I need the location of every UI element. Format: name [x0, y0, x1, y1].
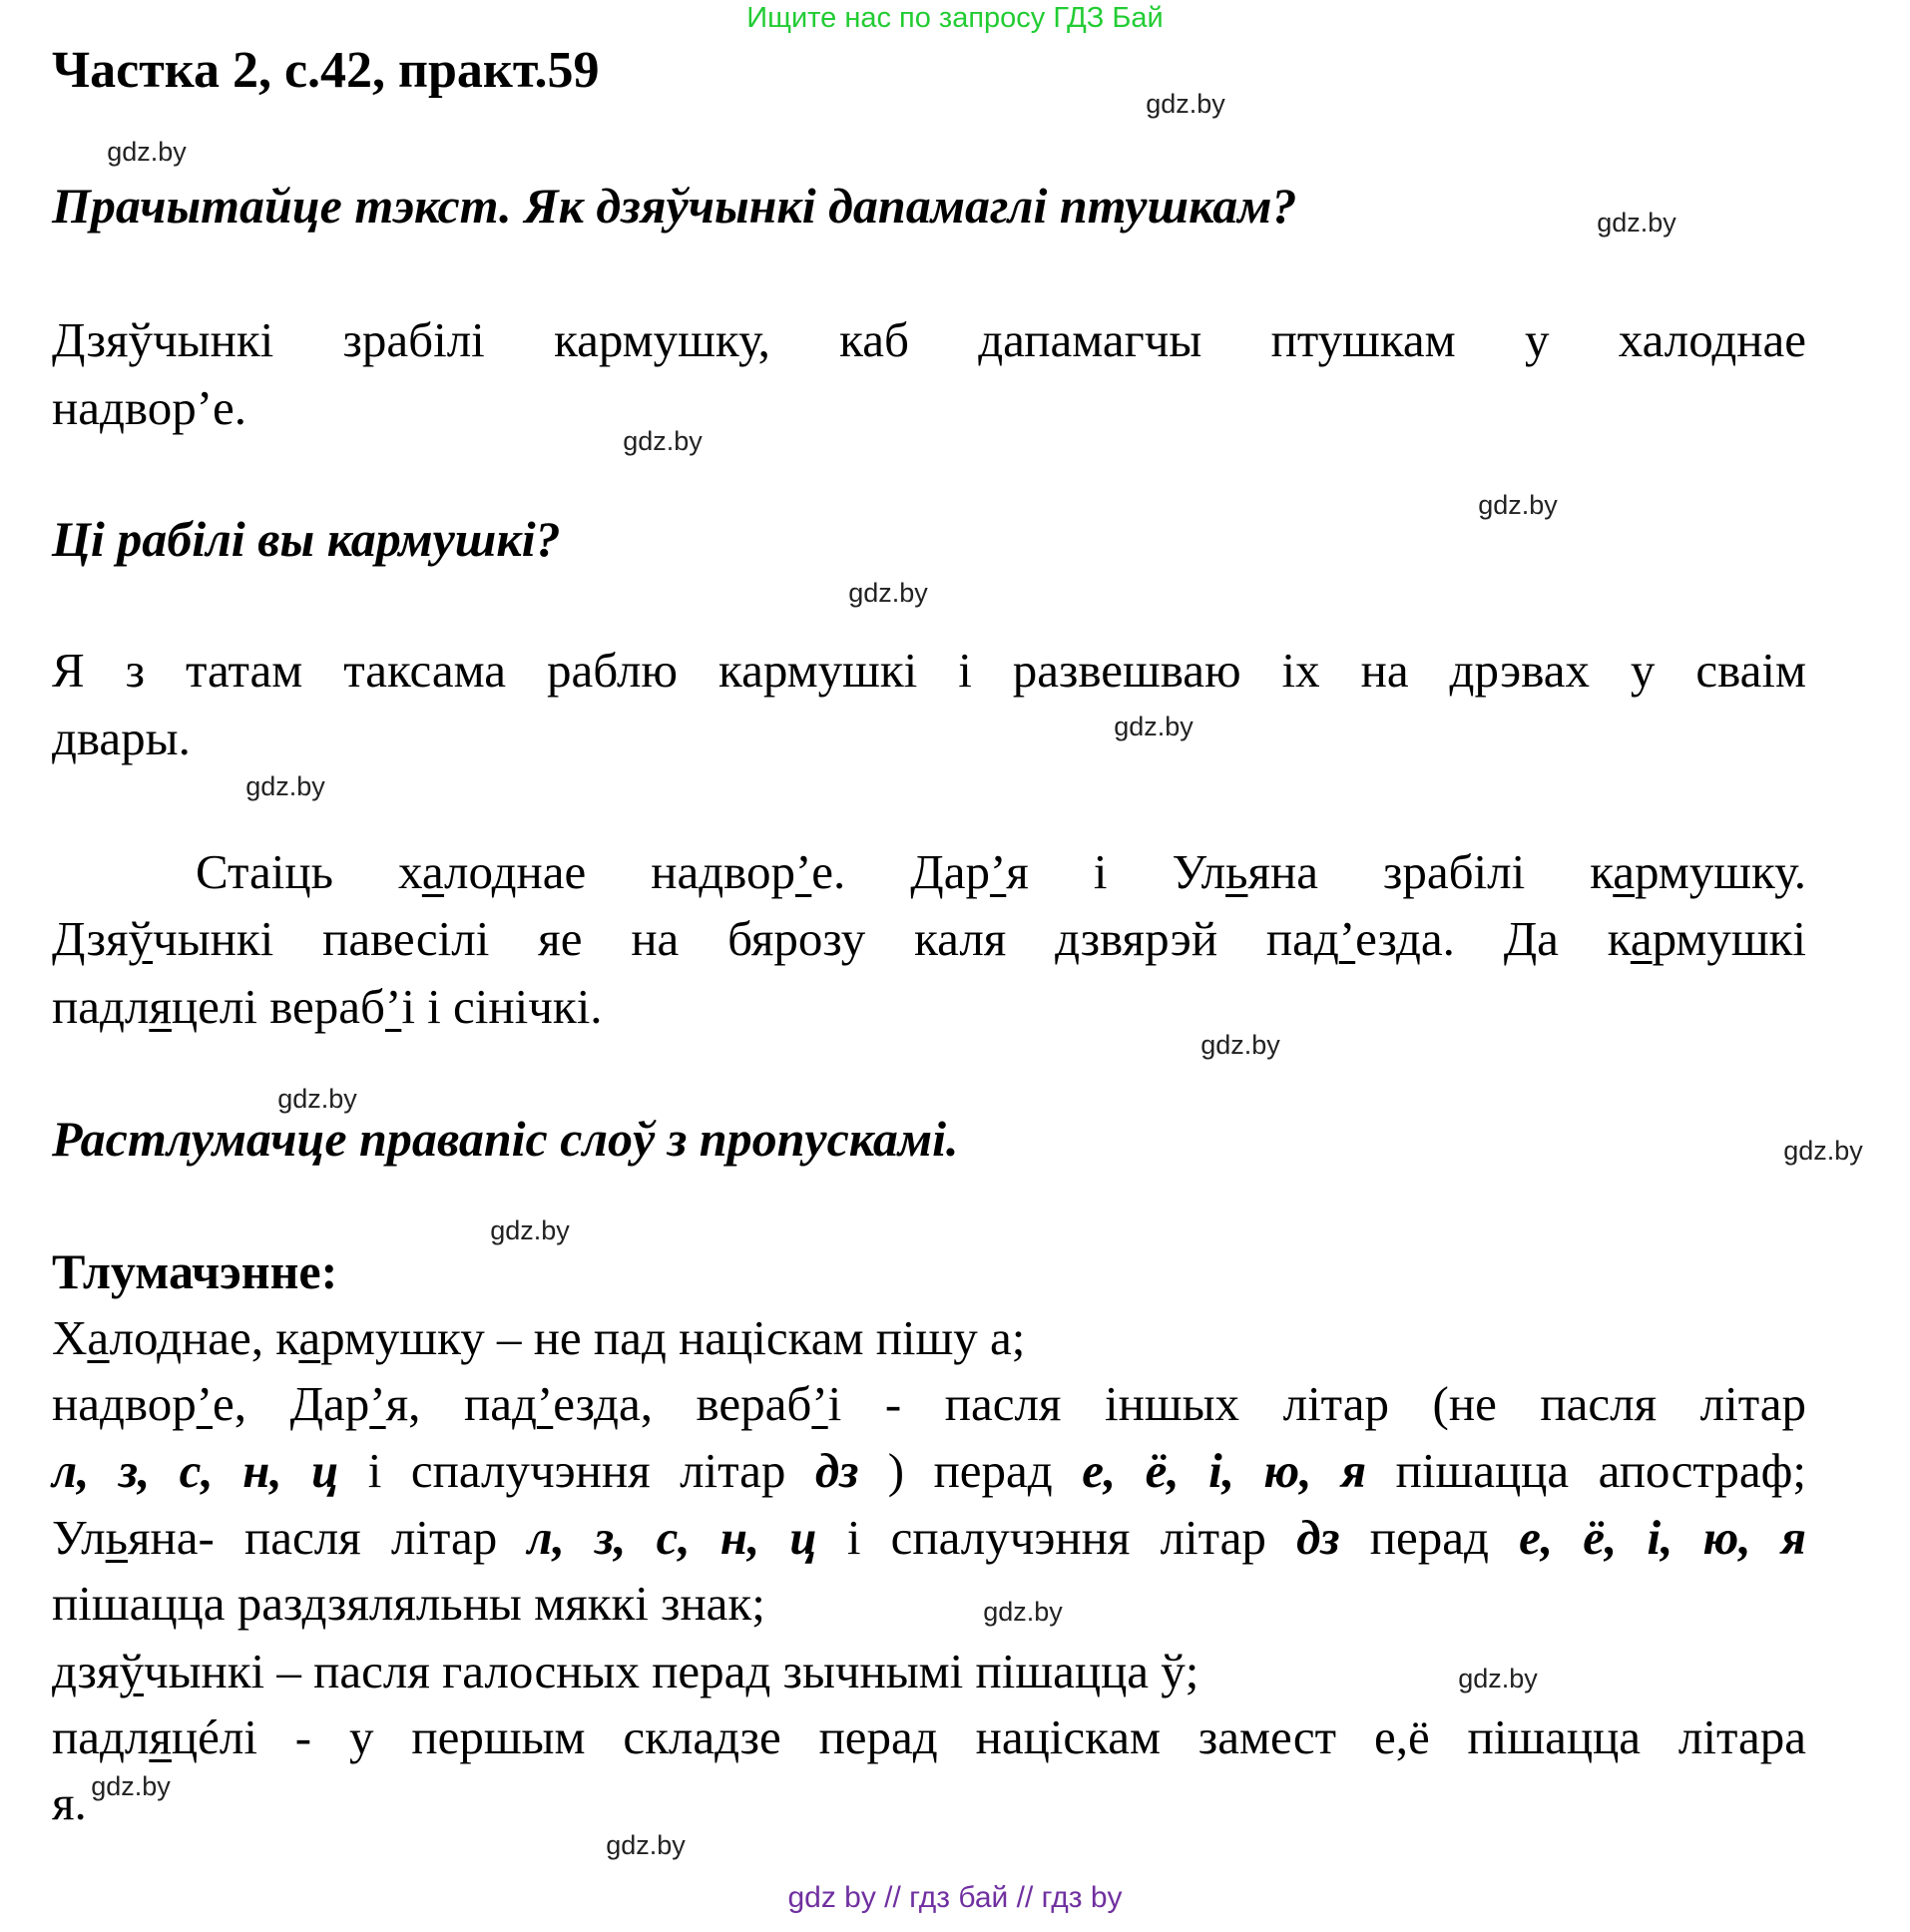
underlined-letter: я	[149, 979, 172, 1034]
explanation-line	[52, 1308, 1806, 1368]
text-segment: і і сінічкі.	[401, 979, 603, 1034]
text-segment: я.	[52, 1775, 87, 1830]
watermark: gdz.by	[983, 1597, 1063, 1627]
text-segment: двары.	[52, 711, 191, 765]
watermark: gdz.by	[107, 137, 187, 167]
underlined-letter: я	[149, 1709, 172, 1764]
text-line	[52, 977, 1806, 1037]
text-segment: Дзяўчынкі зрабілі кармушку, каб дапамагчы птушкам у халоднае	[52, 312, 1806, 367]
text-segment: Стаіць х	[196, 844, 422, 899]
text-segment: надвор	[52, 1376, 197, 1431]
text-segment: е, Дар	[213, 1376, 370, 1431]
text-segment: рмушкі	[1652, 911, 1807, 966]
text-segment: і - пасля іншых літар (не пасля літар	[827, 1376, 1807, 1431]
answer-line	[52, 378, 1806, 438]
text-segment: езда. Да к	[1355, 911, 1631, 966]
answer-line	[52, 641, 1806, 701]
emphasized-letters: е, ё, і, ю, я	[1519, 1510, 1806, 1565]
text-segment: і спалучэння літар	[338, 1443, 815, 1498]
underlined-letter: а	[1630, 911, 1653, 966]
underlined-letter: ’	[989, 844, 1007, 899]
underlined-letter: ’	[794, 844, 812, 899]
footer-links: gdz by // гдз бай // гдз by	[787, 1881, 1123, 1914]
text-segment: рмушку – не пад націскам пішу а;	[320, 1310, 1026, 1365]
watermark: gdz.by	[490, 1215, 570, 1245]
underlined-letter: а	[1613, 844, 1636, 899]
watermark: gdz.by	[1597, 208, 1676, 238]
explanation-line	[52, 1773, 1806, 1833]
underlined-letter: ў	[119, 1644, 144, 1698]
text-segment: Ул	[52, 1510, 106, 1565]
text-segment: чынкі – пасля галосных перад зычнымі пішацца ў;	[143, 1644, 1199, 1698]
page-title: Частка 2, с.42, практ.59	[52, 42, 600, 99]
explanation-heading: Тлумачэнне:	[52, 1243, 338, 1299]
text-segment: пішацца апостраф;	[1366, 1443, 1807, 1498]
text-segment: надвор’е.	[52, 380, 247, 435]
text-segment: дзя	[52, 1644, 120, 1698]
watermark: gdz.by	[1200, 1030, 1280, 1060]
emphasized-letters: е, ё, і, ю, я	[1082, 1443, 1367, 1498]
text-segment: і спалучэння літар	[816, 1510, 1297, 1565]
watermark: gdz.by	[245, 771, 325, 801]
text-segment: езда, вераб	[553, 1376, 812, 1431]
question-3: Растлумачце правапіс слоў з пропускамі.	[52, 1111, 959, 1167]
text-segment: пішацца раздзяляльны мяккі знак;	[52, 1576, 765, 1631]
text-segment: я, пад	[385, 1376, 537, 1431]
explanation-line	[52, 1574, 1806, 1634]
underlined-letter: ’	[369, 1376, 386, 1431]
text-segment: ) перад	[858, 1443, 1083, 1498]
underlined-letter: а	[421, 844, 445, 899]
text-segment: лоднае, к	[109, 1310, 299, 1365]
text-segment: чынкі павесілі яе на бярозу каля дзвярэй пад	[153, 911, 1339, 966]
watermark: gdz.by	[1478, 490, 1558, 520]
text-line	[196, 842, 1806, 902]
underlined-letter: а	[87, 1310, 110, 1365]
watermark: gdz.by	[1458, 1664, 1538, 1693]
emphasized-letters: дз	[1296, 1510, 1340, 1565]
text-segment: Дзя	[52, 911, 129, 966]
watermark: gdz.by	[848, 578, 928, 608]
text-line	[52, 909, 1806, 969]
watermark: gdz.by	[623, 426, 703, 456]
emphasized-letters: л, з, с, н, ц	[527, 1510, 817, 1565]
text-segment: Х	[52, 1310, 88, 1365]
text-segment: рмушку.	[1635, 844, 1806, 899]
explanation-line	[52, 1441, 1806, 1501]
underlined-letter: ь	[1225, 844, 1248, 899]
underlined-letter: ’	[811, 1376, 828, 1431]
explanation-line	[52, 1508, 1806, 1568]
text-segment: падл	[52, 979, 150, 1034]
underlined-letter: ’	[1338, 911, 1356, 966]
emphasized-letters: л, з, с, н, ц	[52, 1443, 339, 1498]
explanation-line	[52, 1374, 1806, 1434]
emphasized-letters: дз	[814, 1443, 859, 1498]
explanation-line	[52, 1707, 1806, 1767]
text-segment: целі вераб	[171, 979, 385, 1034]
watermark: gdz.by	[1783, 1136, 1863, 1166]
watermark: gdz.by	[606, 1830, 686, 1860]
underlined-letter: ’	[196, 1376, 214, 1431]
underlined-letter: ь	[105, 1510, 128, 1565]
underlined-letter: а	[298, 1310, 321, 1365]
text-segment: яна- пасля літар	[127, 1510, 528, 1565]
question-1: Прачытайце тэкст. Як дзяўчынкі дапамаглі птушкам?	[52, 178, 1297, 234]
text-segment: перад	[1339, 1510, 1520, 1565]
text-segment: цéлі - у першым складзе перад націскам замест е,ё пішацца літара	[171, 1709, 1806, 1764]
underlined-letter: ’	[384, 979, 402, 1034]
answer-line	[52, 310, 1806, 370]
watermark: gdz.by	[91, 1771, 171, 1801]
text-segment: падл	[52, 1709, 150, 1764]
underlined-letter: ў	[128, 911, 154, 966]
text-segment: лоднае надвор	[444, 844, 795, 899]
question-2: Ці рабілі вы кармушкі?	[52, 511, 561, 567]
text-segment: я і Ул	[1006, 844, 1226, 899]
text-segment: Я з татам таксама раблю кармушкі і развешваю іх на дрэвах у сваім	[52, 643, 1806, 698]
watermark: gdz.by	[1146, 89, 1225, 119]
watermark: gdz.by	[277, 1084, 357, 1114]
watermark: gdz.by	[1114, 712, 1194, 741]
text-segment: яна зрабілі к	[1247, 844, 1614, 899]
text-segment: е. Дар	[811, 844, 990, 899]
search-hint-banner: Ищите нас по запросу ГДЗ Бай	[746, 2, 1164, 34]
underlined-letter: ’	[536, 1376, 554, 1431]
answer-line	[52, 709, 1806, 768]
